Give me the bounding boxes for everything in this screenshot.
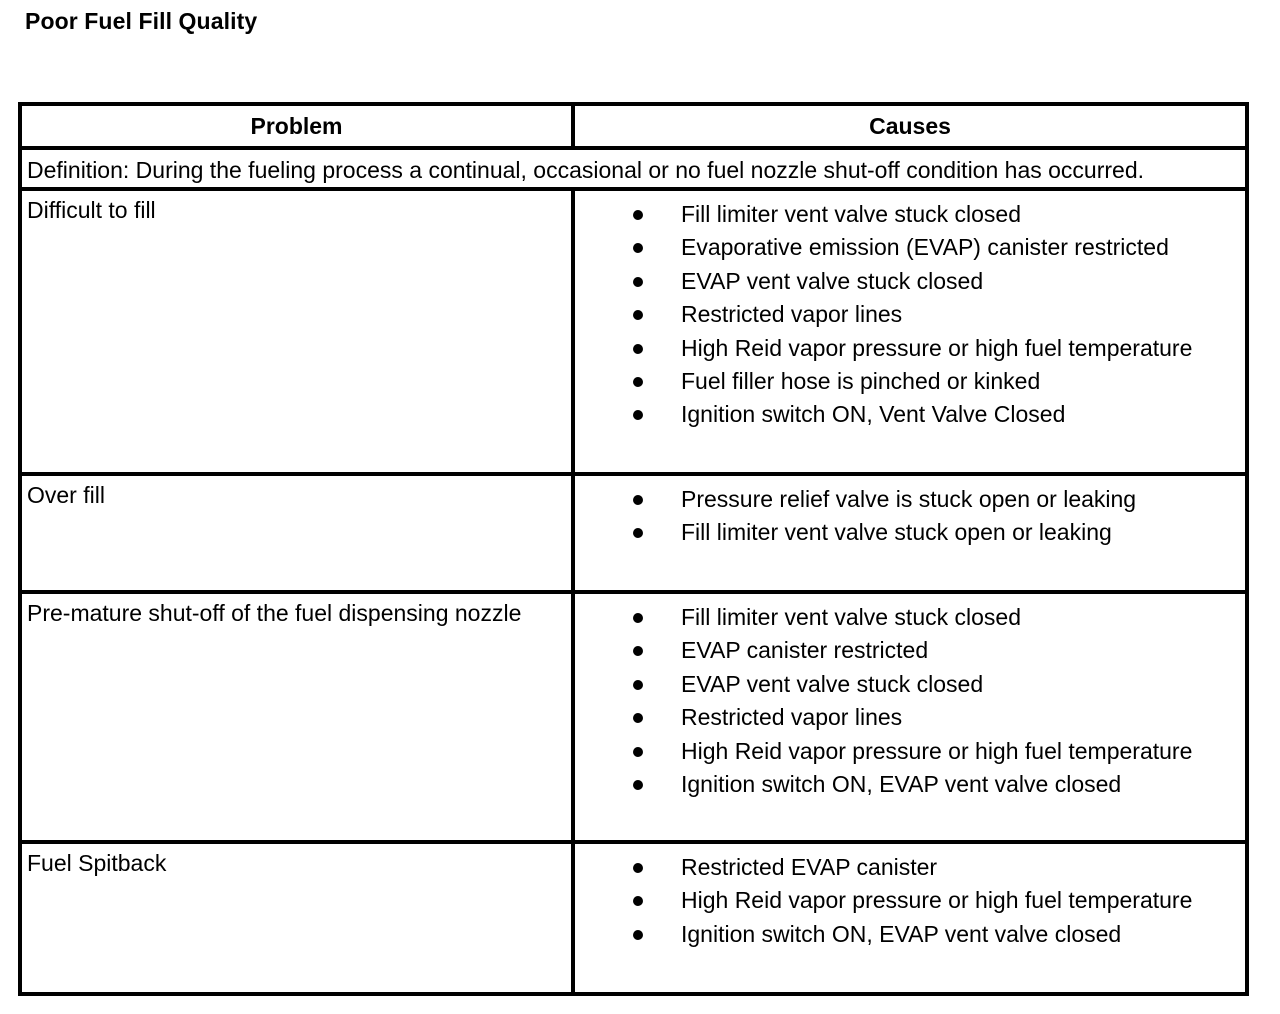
bullet-icon [633,863,643,873]
bullet-icon [633,613,643,623]
problem-cell [22,844,575,992]
diagnostic-table [18,102,1249,996]
bullet-icon [633,377,643,387]
header-causes: Causes [869,113,951,139]
problem-label: Fuel Spitback [27,850,167,876]
header-cell-problem [22,106,575,146]
bullet-icon [633,410,643,420]
definition-row [22,150,1245,191]
causes-cell [575,844,1245,992]
cause-text: Fuel filler hose is pinched or kinked [681,367,1041,394]
bullet-icon [633,896,643,906]
bullet-icon [633,680,643,690]
bullet-icon [633,344,643,354]
cause-text: Fill limiter vent valve stuck closed [681,604,1021,630]
causes-cell [575,191,1245,472]
bullet-icon [633,310,643,320]
bullet-icon [633,747,643,757]
cause-text: High Reid vapor pressure or high fuel temperature [681,737,1193,764]
problem-label: Difficult to fill [27,197,156,223]
cause-text: EVAP vent valve stuck closed [681,267,984,294]
table-header-row [22,106,1245,150]
cause-text: Evaporative emission (EVAP) canister restricted [681,234,1169,261]
table-row [22,191,1245,476]
problem-cell [22,476,575,590]
causes-cell [575,476,1245,590]
problem-label: Pre-mature shut-off of the fuel dispensing nozzle [27,600,522,626]
bullet-icon [633,243,643,253]
cause-text: High Reid vapor pressure or high fuel temperature [681,334,1193,361]
cause-text: Fill limiter vent valve stuck closed [681,201,1021,227]
cause-text: Ignition switch ON, EVAP vent valve closed [681,770,1122,797]
causes-cell [575,594,1245,840]
cause-text: EVAP vent valve stuck closed [681,670,984,697]
cause-text: Ignition switch ON, Vent Valve Closed [681,401,1066,428]
cause-text: Pressure relief valve is stuck open or leaking [681,486,1137,512]
header-cell-causes [575,106,1245,146]
bullet-icon [633,930,643,940]
cause-text: Restricted vapor lines [681,704,903,731]
table-row [22,476,1245,594]
table-row [22,594,1245,844]
bullet-icon [633,277,643,287]
bullet-icon [633,210,643,220]
definition-text: Definition: During the fueling process a continual, occasional or no fuel nozzle shut-off condition has occurred. [27,157,1145,183]
bullet-icon [633,495,643,505]
problem-label: Over fill [27,482,105,508]
problem-cell [22,191,575,472]
problem-cell [22,594,575,840]
cause-text: Restricted vapor lines [681,301,903,328]
bullet-icon [633,780,643,790]
bullet-icon [633,713,643,723]
page-title: Poor Fuel Fill Quality [25,8,258,34]
table-row [22,844,1245,992]
bullet-icon [633,528,643,538]
cause-text: Fill limiter vent valve stuck open or leaking [681,519,1112,546]
cause-text: EVAP canister restricted [681,637,929,664]
cause-text: Ignition switch ON, EVAP vent valve closed [681,920,1122,947]
cause-text: Restricted EVAP canister [681,854,938,880]
cause-text: High Reid vapor pressure or high fuel temperature [681,887,1193,914]
header-problem: Problem [250,113,343,139]
bullet-icon [633,646,643,656]
